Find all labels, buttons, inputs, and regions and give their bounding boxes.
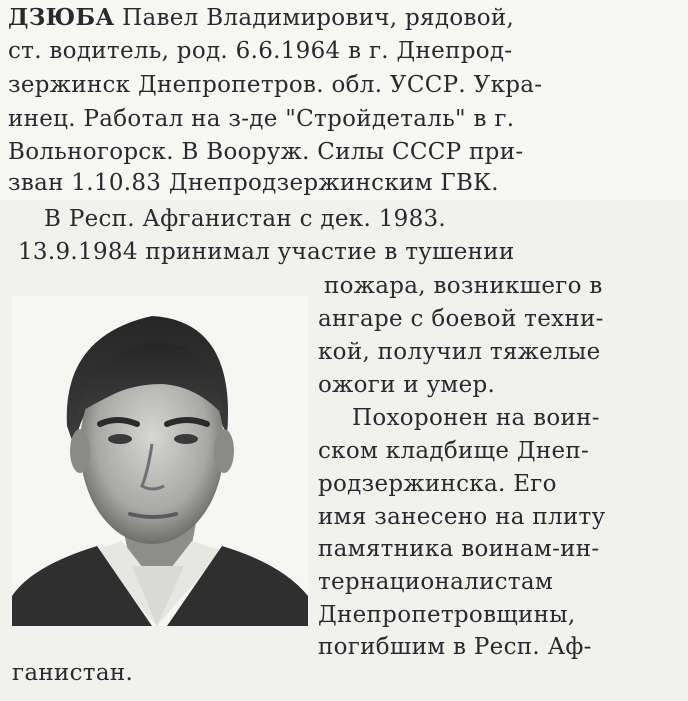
story-line-9: родзержинска. Его [318, 471, 557, 497]
story-line-12: тернационалистам [318, 569, 554, 595]
bio-line-4: инец. Работал на з-де "Стройдеталь" в г. [8, 106, 515, 132]
portrait-image [12, 296, 308, 626]
story-line-10: имя занесено на плиту [318, 504, 606, 530]
bio-line-1 [8, 6, 514, 30]
story-line-14: погибшим в Респ. Аф- [318, 634, 592, 660]
bio-line-6: зван 1.10.83 Днепродзержинским ГВК. [8, 170, 499, 196]
biography-block [0, 0, 688, 200]
bio-line-2: ст. водитель, род. 6.6.1964 в г. Днепрод- [8, 38, 513, 64]
bio-line-3: зержинск Днепропетров. обл. УССР. Укра- [8, 72, 543, 98]
story-line-5: кой, получил тяжелые [318, 339, 601, 365]
story-line-1: В Респ. Афганистан с дек. 1983. [44, 206, 447, 232]
story-line-3: пожара, возникшего в [324, 273, 603, 299]
full-name-rank: Павел Владимирович, рядовой, [122, 5, 515, 31]
story-line-6: ожоги и умер. [318, 372, 496, 398]
story-line-2: 13.9.1984 принимал участие в тушении [18, 239, 515, 265]
story-line-13: Днепропетровщины, [318, 602, 576, 628]
bio-line-5: Вольногорск. В Вооруж. Силы СССР при- [8, 139, 524, 165]
story-line-15: ганистан. [12, 660, 134, 686]
story-line-4: ангаре с боевой техни- [318, 306, 604, 332]
story-line-11: памятника воинам-ин- [318, 536, 600, 562]
surname: ДЗЮБА [8, 4, 115, 31]
story-line-8: ском кладбище Днеп- [318, 438, 590, 464]
portrait-photo [12, 296, 308, 626]
story-line-7: Похоронен на воин- [352, 405, 600, 431]
